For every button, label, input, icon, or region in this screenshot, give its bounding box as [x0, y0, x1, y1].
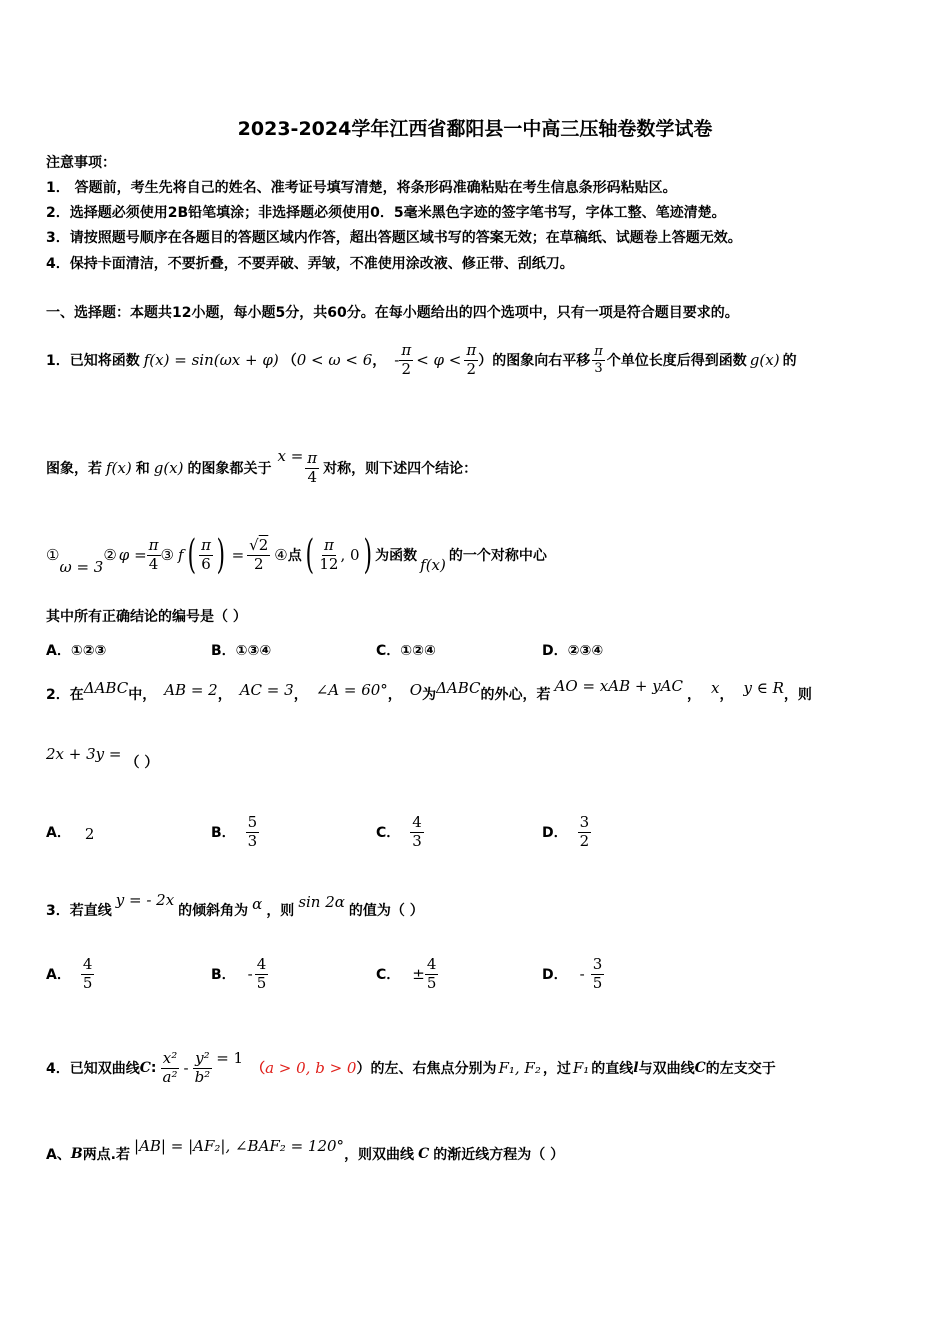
conclusion-2-math: φ =	[118, 546, 147, 564]
conclusion-1: ①	[46, 546, 60, 564]
q1-fraction: $\frac{\pi}{4}$	[148, 535, 159, 573]
q2-triangle: ΔABC	[83, 679, 129, 697]
q3-option-b	[211, 950, 268, 998]
q1-fraction: $\frac{\pi}{2}$	[466, 340, 477, 378]
q4-eq1: = 1	[216, 1049, 244, 1067]
q1-omega-range: 0 < ω < 6	[296, 351, 373, 369]
q1-text: ）的图象向右平移	[478, 353, 591, 369]
option-fraction: $\frac{5}{3}$	[247, 812, 258, 850]
conclusion-3: ③	[160, 546, 174, 564]
option-label: D．	[542, 825, 568, 841]
q2-option-d	[542, 808, 591, 856]
q1-text: 的	[782, 353, 797, 369]
question-2-line-2	[46, 744, 158, 780]
minus-sign: -	[579, 965, 585, 983]
notice-item-4: 4．保持卡面清洁，不要折叠，不要弄破、弄皱，不准使用涂改液、修正带、刮纸刀。	[46, 256, 574, 272]
q2-text: 2．在	[46, 687, 84, 703]
q2-text: 中，	[128, 687, 157, 703]
option-label: A．	[46, 967, 71, 983]
conclusion-1-math: ω = 3	[59, 558, 104, 576]
q2-angle: ∠A = 60°	[315, 681, 388, 699]
q1-function: f(x) = sin(ωx + φ)	[143, 351, 279, 369]
q1-x-eq: x =	[277, 447, 304, 465]
q4-c: C	[694, 1060, 706, 1076]
q2-text: 为	[422, 687, 437, 703]
option-c: C．①②④	[376, 643, 436, 659]
question-1-conclusions: ① ω = 3 ② φ = $\frac{\pi}{4}$ ③ f ( $\frac{\pi}{6}$ ) = $\frac{√2}{2}$ ④ 点 ( $\frac{\pi}{12}$ , 0 ) 为函数 f(x) 的一个对称中心	[46, 532, 547, 578]
option-fraction: $\frac{3}{2}$	[579, 812, 590, 850]
q4-foci: F₁, F₂	[498, 1059, 541, 1077]
q1-f: f(x)	[106, 459, 132, 477]
q1-phi-range: < φ <	[416, 351, 462, 369]
q4-paren: ）	[356, 1061, 371, 1077]
option-label: B．	[211, 967, 236, 983]
q2-o: O	[409, 681, 423, 699]
q3-text: ，则	[266, 903, 295, 919]
q1-f: f(x)	[420, 556, 446, 574]
q1-text: 为函数	[375, 548, 418, 564]
option-value: 2	[84, 825, 95, 843]
conclusion-4: ④	[274, 546, 288, 564]
q1-text: 对称，则下述四个结论：	[323, 461, 478, 477]
q1-g-function: g(x)	[749, 351, 780, 369]
q4-c: C	[139, 1060, 151, 1076]
option-fraction: $\frac{3}{5}$	[592, 954, 603, 992]
q4-colon: :	[150, 1060, 157, 1076]
option-label: D．	[542, 967, 568, 983]
minus-sign: -	[247, 965, 253, 983]
question-2-line-1	[46, 676, 812, 712]
q1-text: 的一个对称中心	[448, 548, 547, 564]
q1-text: 1．已知将函数	[46, 353, 140, 369]
q2-x: x	[710, 679, 720, 697]
q1-fraction: $\frac{\pi}{3}$	[594, 343, 603, 376]
q1-fraction: $\frac{\pi}{6}$	[201, 535, 211, 573]
q2-option-c	[376, 808, 424, 856]
question-4-line-1	[46, 1040, 776, 1096]
question-1-ask: 其中所有正确结论的编号是（ ）	[46, 609, 247, 625]
q4-f1: F₁	[572, 1059, 590, 1077]
sqrt2-over-2: $\frac{√2}{2}$	[249, 535, 269, 573]
q3-option-c	[376, 950, 438, 998]
q1-text: 点	[287, 548, 302, 564]
q2-option-a	[46, 808, 94, 856]
notice-item-1: 1． 答题前，考生先将自己的姓名、准考证号填写清楚，将条形码准确粘贴在考生信息条形码粘贴区。	[46, 180, 677, 196]
q2-vector-eq: AO = xAB + yAC	[554, 677, 683, 695]
q4-condition-2: |AB| = |AF₂|, ∠BAF₂ = 120°	[134, 1137, 345, 1155]
q4-condition: a > 0, b > 0	[265, 1059, 357, 1077]
q3-sin2a: sin 2α	[298, 893, 345, 911]
q4-x-frac: $\frac{\text{x²}}{\text{a²}}$	[162, 1048, 178, 1086]
q3-text: 的值为（ ）	[348, 903, 424, 919]
conclusion-2: ②	[103, 546, 117, 564]
q2-text: ，	[719, 687, 734, 703]
q4-text: 的直线	[591, 1061, 634, 1077]
notice-item-2: 2．选择题必须使用2B铅笔填涂；非选择题必须使用0．5毫米黑色字迹的签字笔书写，字体工整、笔迹清楚。	[46, 205, 726, 221]
notice-heading: 注意事项：	[46, 155, 116, 171]
page-title: 2023-2024学年江西省鄱阳县一中高三压轴卷数学试卷	[237, 118, 713, 140]
q1-text: 的图象都关于	[187, 461, 272, 477]
option-fraction: $\frac{4}{5}$	[82, 954, 93, 992]
q2-text: ，	[217, 687, 232, 703]
q3-text: 3．若直线	[46, 903, 112, 919]
q2-ac: AC = 3	[239, 681, 294, 699]
q4-text: 两点.若	[82, 1147, 131, 1163]
q2-option-b	[211, 808, 259, 856]
option-label: C．	[376, 967, 401, 983]
q1-text: 图象，若	[46, 461, 102, 477]
q4-text: 的左支交于	[705, 1061, 776, 1077]
q2-text: ，	[387, 687, 402, 703]
notice-item-3: 3．请按照题号顺序在各题目的答题区域内作答，超出答题区域书写的答案无效；在草稿纸、试题卷上答题无效。	[46, 230, 742, 246]
q4-text: A、	[46, 1147, 71, 1163]
q4-text: 4．已知双曲线	[46, 1061, 140, 1077]
question-4-line-2	[46, 1134, 564, 1174]
q3-option-a	[46, 950, 94, 998]
q3-text: 的倾斜角为	[178, 903, 249, 919]
q1-text: 和	[135, 461, 150, 477]
q3-option-d	[542, 950, 604, 998]
q4-text: 的渐近线方程为（ ）	[433, 1147, 565, 1163]
option-label: A．	[46, 825, 71, 841]
conclusion-3-f: f	[177, 546, 184, 564]
option-label: C．	[376, 825, 401, 841]
q1-fraction: $\frac{\pi}{12}$	[319, 535, 339, 573]
plus-minus-sign: ±	[412, 965, 425, 983]
q2-text: ，	[293, 687, 308, 703]
equals: =	[231, 546, 245, 564]
comma-zero: , 0	[340, 546, 360, 564]
option-fraction: $\frac{4}{3}$	[412, 812, 422, 850]
section-heading: 一、选择题：本题共12小题，每小题5分，共60分。在每小题给出的四个选项中，只有一项是符合题目要求的。	[46, 305, 739, 321]
question-1-line-1	[46, 330, 797, 390]
q4-l: l	[633, 1060, 639, 1076]
q1-g: g(x)	[153, 459, 184, 477]
q3-alpha: α	[252, 895, 263, 913]
q4-b: B	[70, 1146, 83, 1162]
q4-text: 与双曲线	[638, 1061, 695, 1077]
q2-expression: 2x + 3y =	[46, 745, 122, 763]
q1-text: ，	[372, 353, 387, 369]
option-fraction: $\frac{4}{5}$	[256, 954, 267, 992]
q1-minus: -	[394, 351, 400, 369]
q1-fraction: $\frac{\pi}{4}$	[307, 448, 318, 486]
q1-text: 个单位长度后得到函数	[606, 353, 747, 369]
option-label: B．	[211, 825, 236, 841]
q1-fraction: $\frac{\pi}{2}$	[401, 340, 412, 378]
question-1-line-2	[46, 438, 477, 498]
question-3	[46, 892, 424, 928]
q2-text: ，	[686, 687, 701, 703]
q2-triangle: ΔABC	[436, 679, 481, 697]
option-a: A．①②③	[46, 643, 107, 659]
q2-y: y ∈ R	[743, 679, 784, 697]
minus-sign: -	[183, 1059, 189, 1077]
q4-c: C	[418, 1146, 430, 1162]
q1-text: （	[282, 353, 297, 369]
q2-paren: （ ）	[125, 755, 159, 771]
option-fraction: $\frac{4}{5}$	[426, 954, 437, 992]
q2-text: ，则	[783, 687, 812, 703]
q2-text: 的外心，若	[480, 687, 551, 703]
q4-text: ，则双曲线	[344, 1147, 415, 1163]
q4-y-frac: $\frac{\text{y²}}{\text{b²}}$	[194, 1048, 211, 1086]
option-b: B．①③④	[211, 643, 272, 659]
q4-text: ，过	[542, 1061, 571, 1077]
option-d: D．②③④	[542, 643, 604, 659]
q2-ab: AB = 2	[164, 681, 218, 699]
q3-line: y = - 2x	[115, 891, 175, 909]
q4-text: 的左、右焦点分别为	[370, 1061, 497, 1077]
q4-paren: （	[251, 1061, 266, 1077]
